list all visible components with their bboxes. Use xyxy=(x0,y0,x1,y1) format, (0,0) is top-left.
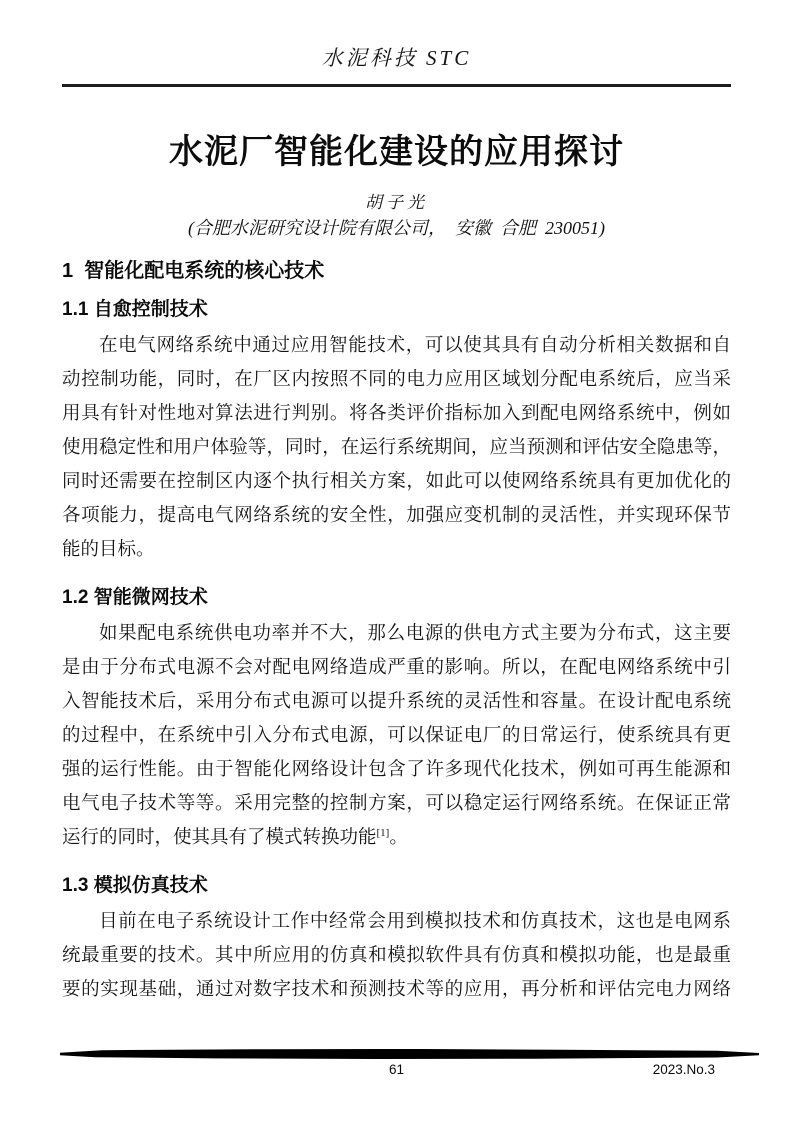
paragraph-line: 是由于分布式电源不会对配电网络造成严重的影响。所以，在配电网络系统中引 xyxy=(62,658,731,678)
paragraph-line: 在电气网络系统中通过应用智能技术，可以使其具有自动分析相关数据和自 xyxy=(99,336,731,356)
article-body xyxy=(62,257,731,1007)
footer-issue-number: 2023.No.3 xyxy=(652,1062,715,1077)
journal-name: 水泥科技 STC xyxy=(321,46,472,70)
footer-bar xyxy=(60,1049,759,1059)
paragraph-line: 目前在电子系统设计工作中经常会用到模拟技术和仿真技术，这也是电网系 xyxy=(99,912,731,932)
article-title: 水泥厂智能化建设的应用探讨 xyxy=(169,133,624,171)
footer xyxy=(62,1062,731,1080)
paragraph-line: 动控制功能，同时，在厂区内按照不同的电力应用区域划分配电系统后，应当采 xyxy=(62,370,731,390)
paragraph-line: 强的运行性能。由于智能化网络设计包含了许多现代化技术，例如可再生能源和 xyxy=(62,760,731,780)
paragraph-line: 入智能技术后，采用分布式电源可以提升系统的灵活性和容量。在设计配电系统 xyxy=(62,692,731,712)
paragraph-line: 要的实现基础，通过对数字技术和预测技术等的应用，再分析和评估完电力网络 xyxy=(62,980,731,1000)
paragraph xyxy=(62,617,731,855)
paragraph-line: 用具有针对性地对算法进行判别。将各类评价指标加入到配电网络系统中，例如 xyxy=(62,404,731,424)
paragraph xyxy=(62,905,731,1007)
paragraph-line: 统最重要的技术。其中所应用的仿真和模拟软件具有仿真和模拟功能，也是最重 xyxy=(62,946,731,966)
subsection-heading: 1.2 智能微网技术 xyxy=(62,587,208,608)
paragraph-line: 同时还需要在控制区内逐个执行相关方案，如此可以使网络系统具有更加优化的 xyxy=(62,472,731,492)
footer-page-number: 61 xyxy=(388,1062,405,1077)
paragraph-line: 使用稳定性和用户体验等，同时，在运行系统期间，应当预测和评估安全隐患等， xyxy=(62,438,731,458)
header-rule xyxy=(62,84,731,87)
paragraph xyxy=(62,329,731,567)
subsection-heading: 1.1 自愈控制技术 xyxy=(62,299,208,320)
paragraph-line: 电气电子技术等等。采用完整的控制方案，可以稳定运行网络系统。在保证正常 xyxy=(62,794,731,814)
paragraph-line: 的过程中，在系统中引入分布式电源，可以保证电厂的日常运行，使系统具有更 xyxy=(62,726,731,746)
section-heading: 1 智能化配电系统的核心技术 xyxy=(62,260,325,282)
paragraph-line: 能的目标。 xyxy=(62,540,155,560)
paragraph-line: 各项能力，提高电气网络系统的安全性，加强应变机制的灵活性，并实现环保节 xyxy=(62,506,731,526)
paragraph-line: 运行的同时，使其具有了模式转换功能[1]。 xyxy=(62,826,408,848)
author-affiliation: (合肥水泥研究设计院有限公司， 安徽 合肥 230051) xyxy=(188,218,605,238)
paragraph-line: 如果配电系统供电功率并不大，那么电源的供电方式主要为分布式，这主要 xyxy=(99,624,731,644)
subsection-heading: 1.3 模拟仿真技术 xyxy=(62,875,208,896)
citation-ref: [1] xyxy=(376,826,390,839)
author-name: 胡子光 xyxy=(365,193,428,212)
